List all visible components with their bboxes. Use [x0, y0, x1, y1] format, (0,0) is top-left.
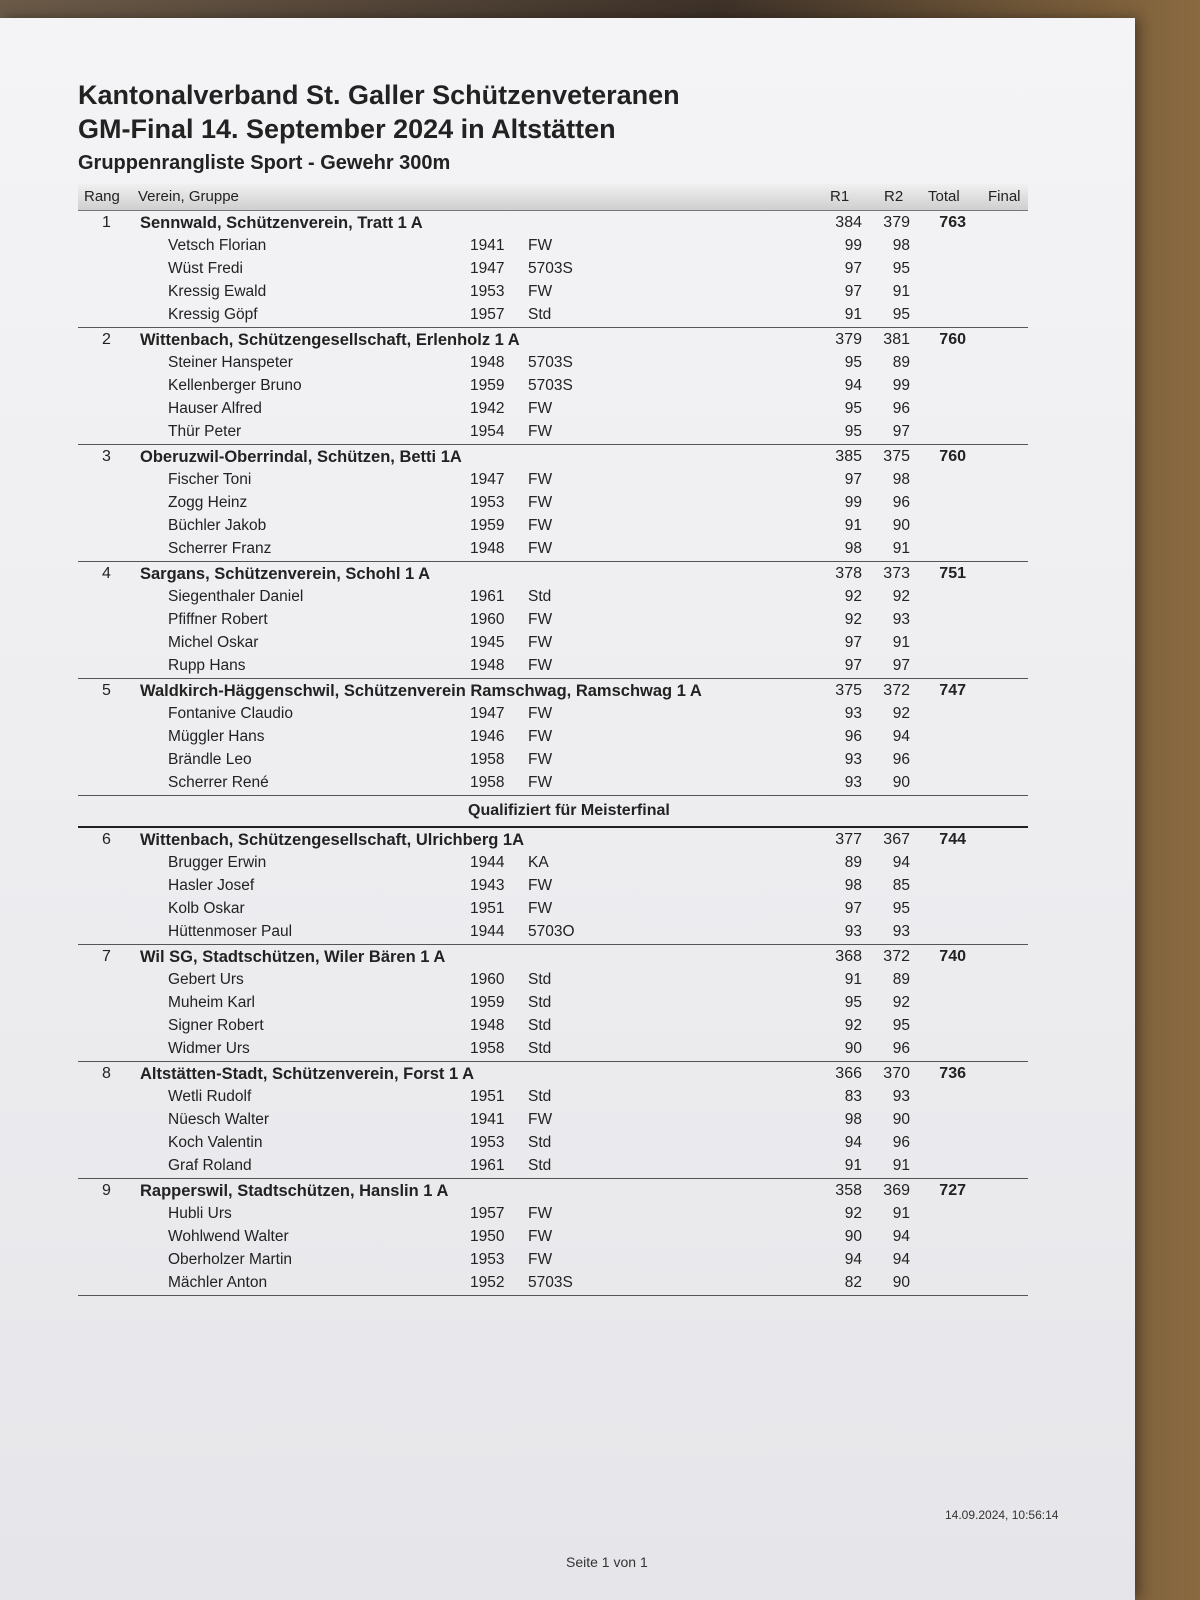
member-year: 1961 — [470, 1157, 505, 1174]
group-r2: 372 — [883, 682, 910, 699]
member-name: Müggler Hans — [168, 728, 265, 745]
member-row — [78, 469, 1028, 492]
member-row — [78, 515, 1028, 538]
member-r2: 96 — [892, 400, 910, 417]
group-total: 763 — [939, 214, 966, 231]
member-name: Siegenthaler Daniel — [168, 588, 304, 605]
member-r1: 90 — [844, 1040, 862, 1057]
member-r2: 92 — [892, 994, 910, 1011]
member-year: 1953 — [470, 494, 505, 511]
group-rank: 3 — [102, 448, 111, 465]
member-r2: 95 — [892, 306, 910, 323]
member-year: 1942 — [470, 400, 505, 417]
group-row — [78, 211, 1028, 235]
group-name: Wil SG, Stadtschützen, Wiler Bären 1 A — [140, 948, 446, 966]
group-r1: 384 — [835, 214, 862, 231]
member-r2: 94 — [892, 1228, 910, 1245]
member-category: FW — [528, 1111, 553, 1128]
paper-sheet — [0, 18, 1135, 1600]
member-r2: 99 — [892, 377, 910, 394]
member-r1: 98 — [844, 1111, 862, 1128]
member-name: Steiner Hanspeter — [168, 354, 293, 371]
group-name: Sennwald, Schützenverein, Tratt 1 A — [140, 214, 423, 232]
member-category: FW — [528, 634, 553, 651]
member-row — [78, 726, 1028, 749]
member-name: Michel Oskar — [168, 634, 259, 651]
member-r1: 97 — [844, 634, 862, 651]
member-r1: 90 — [844, 1228, 862, 1245]
member-year: 1951 — [470, 900, 505, 917]
member-r1: 93 — [844, 751, 862, 768]
col-r1: R1 — [830, 188, 850, 205]
group-rank: 7 — [102, 948, 111, 965]
member-r2: 93 — [892, 611, 910, 628]
col-final: Final — [988, 188, 1021, 205]
groups-not-qualified — [78, 828, 1028, 1296]
member-row — [78, 538, 1028, 561]
group-block — [78, 562, 1028, 679]
col-r2: R2 — [884, 188, 904, 205]
member-year: 1957 — [470, 1205, 505, 1222]
member-category: FW — [528, 1251, 553, 1268]
member-name: Signer Robert — [168, 1017, 264, 1034]
group-r2: 373 — [883, 565, 910, 582]
member-category: 5703S — [528, 260, 573, 277]
group-total: 760 — [939, 331, 966, 348]
member-year: 1953 — [470, 1251, 505, 1268]
group-r1: 377 — [835, 831, 862, 848]
member-r2: 89 — [892, 354, 910, 371]
member-year: 1953 — [470, 1134, 505, 1151]
member-r2: 96 — [892, 751, 910, 768]
member-r1: 92 — [844, 588, 862, 605]
table-header — [78, 184, 1028, 211]
member-row — [78, 1086, 1028, 1109]
member-r1: 95 — [844, 354, 862, 371]
member-r2: 91 — [892, 634, 910, 651]
member-row — [78, 969, 1028, 992]
member-r1: 97 — [844, 283, 862, 300]
member-category: FW — [528, 494, 553, 511]
print-timestamp: 14.09.2024, 10:56:14 — [945, 1508, 1059, 1522]
member-year: 1950 — [470, 1228, 505, 1245]
member-category: Std — [528, 994, 552, 1011]
member-row — [78, 375, 1028, 398]
member-year: 1948 — [470, 540, 505, 557]
member-r2: 90 — [892, 774, 910, 791]
member-name: Hüttenmoser Paul — [168, 923, 293, 940]
member-r2: 96 — [892, 1134, 910, 1151]
member-name: Scherrer Franz — [168, 540, 272, 557]
member-r2: 97 — [892, 423, 910, 440]
member-row — [78, 921, 1028, 944]
member-row — [78, 898, 1028, 921]
group-row — [78, 1062, 1028, 1086]
member-year: 1960 — [470, 971, 505, 988]
member-category: FW — [528, 728, 553, 745]
member-r2: 95 — [892, 900, 910, 917]
member-r2: 98 — [892, 471, 910, 488]
member-category: FW — [528, 657, 553, 674]
group-rank: 1 — [102, 214, 111, 231]
member-year: 1954 — [470, 423, 505, 440]
member-name: Vetsch Florian — [168, 237, 267, 254]
member-name: Fontanive Claudio — [168, 705, 293, 722]
member-name: Koch Valentin — [168, 1134, 263, 1151]
member-name: Zogg Heinz — [168, 494, 248, 511]
group-block — [78, 1062, 1028, 1179]
member-r2: 92 — [892, 705, 910, 722]
member-name: Widmer Urs — [168, 1040, 250, 1057]
member-category: FW — [528, 471, 553, 488]
member-year: 1948 — [470, 354, 505, 371]
member-r1: 93 — [844, 923, 862, 940]
member-category: FW — [528, 237, 553, 254]
group-r2: 381 — [883, 331, 910, 348]
member-r1: 95 — [844, 994, 862, 1011]
member-r1: 91 — [844, 1157, 862, 1174]
member-year: 1946 — [470, 728, 505, 745]
member-category: FW — [528, 400, 553, 417]
member-name: Graf Roland — [168, 1157, 252, 1174]
member-category: 5703S — [528, 354, 573, 371]
member-year: 1941 — [470, 237, 505, 254]
member-row — [78, 703, 1028, 726]
group-rank: 5 — [102, 682, 111, 699]
member-r2: 98 — [892, 237, 910, 254]
member-r1: 98 — [844, 877, 862, 894]
group-row — [78, 1179, 1028, 1203]
member-r2: 90 — [892, 1274, 910, 1291]
groups-qualified — [78, 211, 1028, 796]
group-r2: 372 — [883, 948, 910, 965]
group-row — [78, 828, 1028, 852]
member-year: 1952 — [470, 1274, 505, 1291]
group-row — [78, 679, 1028, 703]
group-rank: 2 — [102, 331, 111, 348]
member-category: FW — [528, 517, 553, 534]
member-row — [78, 632, 1028, 655]
member-r2: 97 — [892, 657, 910, 674]
member-r1: 97 — [844, 900, 862, 917]
member-name: Wüst Fredi — [168, 260, 243, 277]
member-name: Wetli Rudolf — [168, 1088, 252, 1105]
group-name: Altstätten-Stadt, Schützenverein, Forst 1 A — [140, 1065, 475, 1083]
member-r1: 94 — [844, 1134, 862, 1151]
member-name: Kressig Ewald — [168, 283, 267, 300]
group-r1: 366 — [835, 1065, 862, 1082]
col-verein: Verein, Gruppe — [138, 188, 239, 205]
member-r1: 99 — [844, 494, 862, 511]
group-name: Oberuzwil-Oberrindal, Schützen, Betti 1A — [140, 448, 462, 466]
member-r2: 94 — [892, 728, 910, 745]
member-category: FW — [528, 540, 553, 557]
member-name: Muheim Karl — [168, 994, 255, 1011]
member-r1: 89 — [844, 854, 862, 871]
member-r1: 97 — [844, 657, 862, 674]
member-r2: 94 — [892, 854, 910, 871]
group-total: 744 — [939, 831, 966, 848]
member-row — [78, 749, 1028, 772]
member-name: Scherrer René — [168, 774, 269, 791]
group-r1: 378 — [835, 565, 862, 582]
member-r2: 94 — [892, 1251, 910, 1268]
qualified-label: Qualifiziert für Meisterfinal — [468, 802, 670, 819]
member-category: 5703O — [528, 923, 575, 940]
member-r1: 96 — [844, 728, 862, 745]
member-row — [78, 492, 1028, 515]
member-r1: 91 — [844, 517, 862, 534]
member-row — [78, 1109, 1028, 1132]
member-r2: 90 — [892, 517, 910, 534]
member-row — [78, 586, 1028, 609]
page-number: Seite 1 von 1 — [566, 1554, 648, 1570]
group-name: Sargans, Schützenverein, Schohl 1 A — [140, 565, 431, 583]
group-name: Waldkirch-Häggenschwil, Schützenverein Ramschwag, Ramschwag 1 A — [140, 682, 702, 700]
member-r1: 91 — [844, 971, 862, 988]
member-row — [78, 1015, 1028, 1038]
member-name: Brugger Erwin — [168, 854, 267, 871]
member-r2: 95 — [892, 1017, 910, 1034]
member-r2: 93 — [892, 923, 910, 940]
member-category: FW — [528, 751, 553, 768]
member-row — [78, 1249, 1028, 1272]
member-year: 1957 — [470, 306, 505, 323]
member-r1: 92 — [844, 1017, 862, 1034]
group-r2: 369 — [883, 1182, 910, 1199]
member-r2: 90 — [892, 1111, 910, 1128]
member-category: FW — [528, 1205, 553, 1222]
member-category: 5703S — [528, 377, 573, 394]
group-block — [78, 211, 1028, 328]
group-r2: 379 — [883, 214, 910, 231]
member-year: 1947 — [470, 471, 505, 488]
col-rang: Rang — [84, 188, 120, 205]
member-category: Std — [528, 1088, 552, 1105]
header-line-2: GM-Final 14. September 2024 in Altstätten — [78, 114, 616, 144]
member-row — [78, 281, 1028, 304]
group-row — [78, 328, 1028, 352]
group-rank: 8 — [102, 1065, 111, 1082]
group-block — [78, 945, 1028, 1062]
member-r2: 89 — [892, 971, 910, 988]
member-r1: 82 — [844, 1274, 862, 1291]
member-year: 1960 — [470, 611, 505, 628]
member-r1: 83 — [844, 1088, 862, 1105]
member-year: 1958 — [470, 751, 505, 768]
member-row — [78, 655, 1028, 678]
group-total: 736 — [939, 1065, 966, 1082]
group-r2: 375 — [883, 448, 910, 465]
group-row — [78, 445, 1028, 469]
member-name: Pfiffner Robert — [168, 611, 268, 628]
member-row — [78, 875, 1028, 898]
group-row — [78, 562, 1028, 586]
group-r1: 368 — [835, 948, 862, 965]
group-r1: 385 — [835, 448, 862, 465]
member-r1: 93 — [844, 705, 862, 722]
group-total: 747 — [939, 682, 966, 699]
member-r1: 94 — [844, 1251, 862, 1268]
member-r1: 92 — [844, 611, 862, 628]
member-row — [78, 1203, 1028, 1226]
member-year: 1945 — [470, 634, 505, 651]
member-category: FW — [528, 705, 553, 722]
member-r2: 93 — [892, 1088, 910, 1105]
group-r1: 375 — [835, 682, 862, 699]
member-name: Rupp Hans — [168, 657, 246, 674]
member-year: 1948 — [470, 657, 505, 674]
group-total: 740 — [939, 948, 966, 965]
member-name: Fischer Toni — [168, 471, 252, 488]
member-name: Hauser Alfred — [168, 400, 262, 417]
member-name: Büchler Jakob — [168, 517, 267, 534]
member-r2: 96 — [892, 1040, 910, 1057]
group-r1: 379 — [835, 331, 862, 348]
member-r2: 91 — [892, 540, 910, 557]
member-category: Std — [528, 1157, 552, 1174]
subtitle: Gruppenrangliste Sport - Gewehr 300m — [78, 152, 451, 174]
member-r2: 91 — [892, 1157, 910, 1174]
member-year: 1959 — [470, 517, 505, 534]
group-total: 760 — [939, 448, 966, 465]
member-r2: 91 — [892, 283, 910, 300]
member-year: 1941 — [470, 1111, 505, 1128]
member-year: 1958 — [470, 774, 505, 791]
member-r2: 92 — [892, 588, 910, 605]
member-row — [78, 258, 1028, 281]
group-r2: 370 — [883, 1065, 910, 1082]
member-r1: 97 — [844, 471, 862, 488]
group-total: 727 — [939, 1182, 966, 1199]
member-name: Hubli Urs — [168, 1205, 232, 1222]
group-block — [78, 679, 1028, 796]
member-category: KA — [528, 854, 549, 871]
member-r2: 85 — [892, 877, 910, 894]
group-block — [78, 1179, 1028, 1296]
member-r1: 93 — [844, 774, 862, 791]
member-year: 1961 — [470, 588, 505, 605]
member-r2: 95 — [892, 260, 910, 277]
group-block — [78, 828, 1028, 945]
member-r1: 98 — [844, 540, 862, 557]
member-name: Thür Peter — [168, 423, 242, 440]
member-row — [78, 1226, 1028, 1249]
member-category: Std — [528, 1134, 552, 1151]
member-r1: 95 — [844, 423, 862, 440]
member-year: 1948 — [470, 1017, 505, 1034]
group-r2: 367 — [883, 831, 910, 848]
qualified-divider — [78, 796, 1028, 828]
member-row — [78, 1038, 1028, 1061]
member-category: FW — [528, 900, 553, 917]
member-category: Std — [528, 588, 552, 605]
member-category: FW — [528, 1228, 553, 1245]
member-name: Hasler Josef — [168, 877, 255, 894]
group-r1: 358 — [835, 1182, 862, 1199]
group-rank: 9 — [102, 1182, 111, 1199]
member-name: Kolb Oskar — [168, 900, 245, 917]
member-r1: 94 — [844, 377, 862, 394]
member-row — [78, 352, 1028, 375]
member-name: Gebert Urs — [168, 971, 244, 988]
member-category: FW — [528, 774, 553, 791]
col-total: Total — [928, 188, 960, 205]
member-year: 1951 — [470, 1088, 505, 1105]
member-year: 1953 — [470, 283, 505, 300]
member-name: Wohlwend Walter — [168, 1228, 289, 1245]
group-rank: 4 — [102, 565, 111, 582]
member-r2: 91 — [892, 1205, 910, 1222]
member-r1: 91 — [844, 306, 862, 323]
member-category: 5703S — [528, 1274, 573, 1291]
member-year: 1947 — [470, 705, 505, 722]
member-name: Nüesch Walter — [168, 1111, 270, 1128]
member-name: Mächler Anton — [168, 1274, 268, 1291]
member-row — [78, 304, 1028, 327]
member-r1: 97 — [844, 260, 862, 277]
member-row — [78, 398, 1028, 421]
member-year: 1959 — [470, 377, 505, 394]
member-row — [78, 421, 1028, 444]
group-row — [78, 945, 1028, 969]
member-year: 1958 — [470, 1040, 505, 1057]
member-name: Kressig Göpf — [168, 306, 258, 323]
member-category: Std — [528, 306, 552, 323]
member-row — [78, 992, 1028, 1015]
member-r1: 95 — [844, 400, 862, 417]
member-r2: 96 — [892, 494, 910, 511]
header-line-1: Kantonalverband St. Galler Schützenveteranen — [78, 80, 680, 110]
member-row — [78, 1132, 1028, 1155]
member-r1: 99 — [844, 237, 862, 254]
group-block — [78, 445, 1028, 562]
member-row — [78, 772, 1028, 795]
member-year: 1959 — [470, 994, 505, 1011]
group-name: Wittenbach, Schützengesellschaft, Erlenholz 1 A — [140, 331, 520, 349]
member-r1: 92 — [844, 1205, 862, 1222]
member-row — [78, 1272, 1028, 1295]
member-category: FW — [528, 611, 553, 628]
member-category: Std — [528, 1040, 552, 1057]
member-row — [78, 852, 1028, 875]
group-block — [78, 328, 1028, 445]
ranking-document — [78, 78, 1028, 1296]
member-row — [78, 1155, 1028, 1178]
member-category: Std — [528, 1017, 552, 1034]
group-total: 751 — [939, 565, 966, 582]
member-row — [78, 235, 1028, 258]
member-category: Std — [528, 971, 552, 988]
member-category: FW — [528, 877, 553, 894]
group-name: Rapperswil, Stadtschützen, Hanslin 1 A — [140, 1182, 449, 1200]
member-year: 1943 — [470, 877, 505, 894]
member-row — [78, 609, 1028, 632]
member-year: 1947 — [470, 260, 505, 277]
group-rank: 6 — [102, 831, 111, 848]
member-category: FW — [528, 283, 553, 300]
member-year: 1944 — [470, 854, 505, 871]
member-name: Brändle Leo — [168, 751, 252, 768]
member-category: FW — [528, 423, 553, 440]
member-year: 1944 — [470, 923, 505, 940]
member-name: Kellenberger Bruno — [168, 377, 302, 394]
member-name: Oberholzer Martin — [168, 1251, 293, 1268]
group-name: Wittenbach, Schützengesellschaft, Ulrichberg 1A — [140, 831, 525, 849]
